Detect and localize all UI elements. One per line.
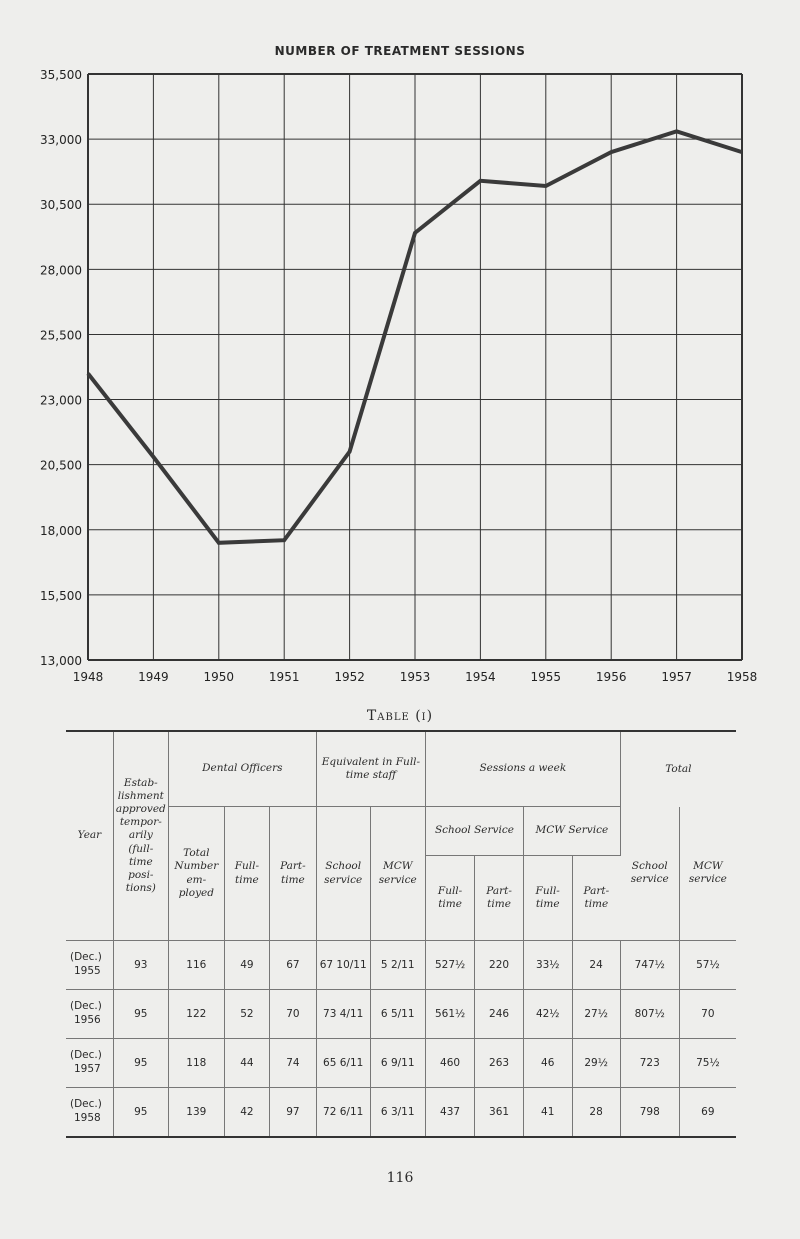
header-school-full-time: Full- time: [425, 856, 474, 941]
header-full-time: Full- time: [224, 807, 269, 941]
table-cell: 67: [269, 941, 316, 990]
cell-year: (Dec.) 1957: [66, 1039, 113, 1088]
table-cell: 723: [620, 1039, 679, 1088]
header-dental-officers: Dental Officers: [168, 731, 316, 807]
table-cell: 65 6/11: [316, 1039, 370, 1088]
table-cell: 73 4/11: [316, 990, 370, 1039]
x-tick-label: 1952: [334, 670, 365, 684]
table-cell: 527½: [425, 941, 474, 990]
table-cell: 460: [425, 1039, 474, 1088]
table-cell: 361: [475, 1088, 524, 1138]
table-cell: 27½: [572, 990, 620, 1039]
dental-staff-table: [66, 730, 736, 1138]
y-tick-label: 35,500: [40, 68, 82, 82]
table-cell: 6 5/11: [370, 990, 425, 1039]
table-cell: 49: [224, 941, 269, 990]
x-tick-label: 1954: [465, 670, 496, 684]
table-cell: 41: [523, 1088, 572, 1138]
y-tick-label: 23,000: [40, 393, 82, 408]
table-cell: 24: [572, 941, 620, 990]
cell-year: (Dec.) 1956: [66, 990, 113, 1039]
y-tick-label: 18,000: [40, 523, 82, 538]
table-cell: 95: [113, 990, 168, 1039]
table-cell: 95: [113, 1088, 168, 1138]
header-sessions: Sessions a week: [425, 731, 620, 807]
table-cell: 57½: [679, 941, 736, 990]
header-total-mcw-service: MCW service: [688, 860, 727, 886]
table-cell: 93: [113, 941, 168, 990]
y-tick-label: 20,500: [40, 458, 82, 473]
table-cell: 70: [269, 990, 316, 1039]
x-tick-label: 1958: [726, 670, 758, 684]
cell-year: (Dec.) 1958: [66, 1088, 113, 1138]
table-cell: 74: [269, 1039, 316, 1088]
table-cell: 122: [168, 990, 224, 1039]
header-establishment: Estab- lishment approved tempor- arily (full- time posi- tions): [113, 731, 168, 941]
y-tick-label: 30,500: [40, 198, 82, 213]
table-cell: 798: [620, 1088, 679, 1138]
table-cell: 70: [679, 990, 736, 1039]
header-mcw-full-time: Full- time: [523, 856, 572, 941]
table-cell: 220: [475, 941, 524, 990]
header-school-part-time: Part- time: [475, 856, 524, 941]
page-number: 116: [386, 1170, 414, 1186]
table-cell: 97: [269, 1088, 316, 1138]
y-tick-label: 25,500: [40, 328, 82, 343]
table-cell: 6 9/11: [370, 1039, 425, 1088]
x-tick-label: 1955: [530, 670, 562, 684]
header-year: Year: [66, 731, 113, 941]
header-total-school-service: School service: [620, 807, 679, 941]
table-cell: 72 6/11: [316, 1088, 370, 1138]
header-total: Total: [620, 731, 736, 807]
y-tick-label: 33,000: [40, 133, 82, 148]
table-cell: 33½: [523, 941, 572, 990]
table-cell: 6 3/11: [370, 1088, 425, 1138]
table-cell: 5 2/11: [370, 941, 425, 990]
header-equivalent: Equivalent in Full-time staff: [316, 731, 425, 807]
table-cell: 116: [168, 941, 224, 990]
y-tick-label: 13,000: [40, 654, 82, 668]
table-row: [66, 941, 736, 990]
table-row: [66, 990, 736, 1039]
table-cell: 28: [572, 1088, 620, 1138]
table-cell: 263: [475, 1039, 524, 1088]
x-tick-label: 1950: [203, 670, 235, 684]
x-tick-label: 1949: [138, 670, 169, 684]
y-tick-label: 28,000: [40, 263, 82, 278]
header-mcw-part-time: Part- time: [572, 856, 620, 941]
table-title: Table (i): [366, 708, 434, 724]
table-cell: 139: [168, 1088, 224, 1138]
table-cell: 29½: [572, 1039, 620, 1088]
chart-title: NUMBER OF TREATMENT SESSIONS: [274, 44, 526, 58]
x-tick-label: 1957: [661, 670, 692, 684]
table-cell: 67 10/11: [316, 941, 370, 990]
table-cell: 75½: [679, 1039, 736, 1088]
table-cell: 246: [475, 990, 524, 1039]
table-cell: 69: [679, 1088, 736, 1138]
y-tick-label: 15,500: [40, 588, 82, 603]
table-cell: 44: [224, 1039, 269, 1088]
table-cell: 747½: [620, 941, 679, 990]
table-cell: 118: [168, 1039, 224, 1088]
x-tick-label: 1951: [268, 670, 300, 684]
header-school-service-group: School Service: [425, 807, 523, 856]
table-cell: 437: [425, 1088, 474, 1138]
header-part-time: Part- time: [269, 807, 316, 941]
header-mcw-service: MCW service: [370, 807, 425, 941]
header-total-number: Total Number em- ployed: [168, 807, 224, 941]
cell-year: (Dec.) 1955: [66, 941, 113, 990]
x-tick-label: 1948: [72, 670, 104, 684]
table-cell: 52: [224, 990, 269, 1039]
x-tick-label: 1953: [399, 670, 431, 684]
x-tick-label: 1956: [595, 670, 627, 684]
table-cell: 807½: [620, 990, 679, 1039]
table-cell: 46: [523, 1039, 572, 1088]
table-cell: 561½: [425, 990, 474, 1039]
table-cell: 42½: [523, 990, 572, 1039]
header-mcw-service-group: MCW Service: [523, 807, 620, 856]
header-school-service: School service: [316, 807, 370, 941]
table-row: [66, 1039, 736, 1088]
table-row: [66, 1088, 736, 1138]
table-cell: 95: [113, 1039, 168, 1088]
table-cell: 42: [224, 1088, 269, 1138]
